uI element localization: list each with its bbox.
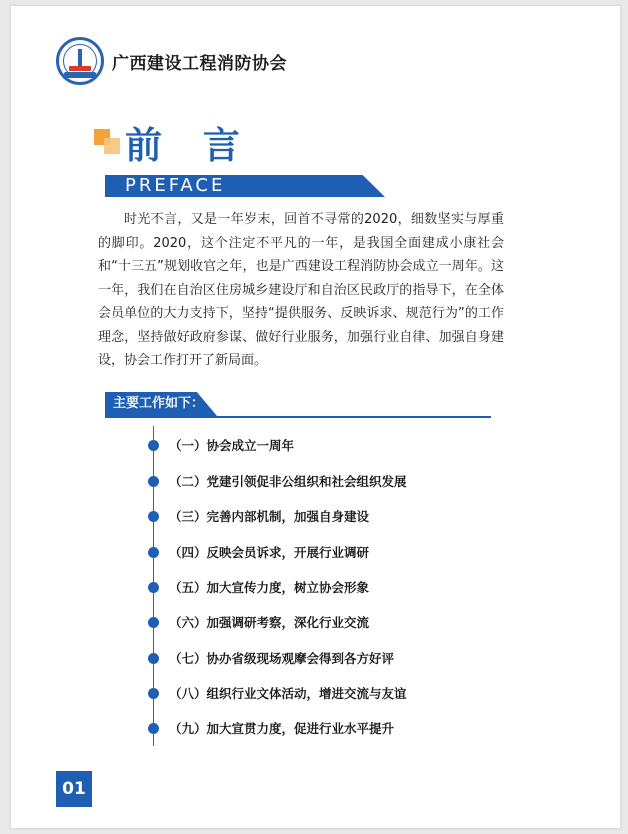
list-item bbox=[148, 612, 369, 632]
list-item-text: （五）加大宣传力度，树立协会形象 bbox=[169, 580, 370, 595]
decorative-square-light-orange bbox=[104, 138, 120, 154]
list-item-text: （八）组织行业文体活动，增进交流与友谊 bbox=[169, 686, 407, 701]
organization-name: 广西建设工程消防协会 bbox=[112, 53, 287, 74]
list-item-text: （七）协办省级现场观摩会得到各方好评 bbox=[169, 651, 395, 666]
list-item-text: （九）加大宣贯力度，促进行业水平提升 bbox=[169, 721, 395, 736]
page-title: 前 言 bbox=[125, 124, 254, 167]
section-label: 主要工作如下： bbox=[113, 396, 205, 411]
association-seal-logo bbox=[56, 37, 104, 85]
bullet-dot-icon bbox=[148, 511, 159, 522]
section-divider-line bbox=[105, 416, 491, 418]
page-number: 01 bbox=[56, 771, 92, 807]
list-item bbox=[148, 435, 294, 455]
list-item bbox=[148, 542, 369, 562]
bullet-dot-icon bbox=[148, 723, 159, 734]
bullet-dot-icon bbox=[148, 617, 159, 628]
list-item-text: （三）完善内部机制，加强自身建设 bbox=[169, 509, 370, 524]
list-item bbox=[148, 718, 394, 738]
list-item bbox=[148, 683, 407, 703]
preface-label: PREFACE bbox=[125, 175, 226, 196]
bullet-dot-icon bbox=[148, 440, 159, 451]
bullet-dot-icon bbox=[148, 547, 159, 558]
document-page bbox=[11, 6, 620, 828]
list-item-text: （四）反映会员诉求，开展行业调研 bbox=[169, 545, 370, 560]
section-heading bbox=[105, 392, 491, 418]
list-item bbox=[148, 648, 394, 668]
bullet-dot-icon bbox=[148, 688, 159, 699]
list-item bbox=[148, 471, 407, 491]
list-item bbox=[148, 577, 369, 597]
intro-paragraph: 时光不言，又是一年岁末，回首不寻常的2020，细数坚实与厚重的脚印。2020，这个注定不平凡的一年，是我国全面建成小康社会和“十三五”规划收官之年，也是广西建设工程消防协会成立一周年。这一年，我们在自治区住房城乡建设厅和自治区民政厅的指导下，在全体会员单位的大力支持下，坚持“提供服务、反映诉求、规范行为”的工作理念，坚持做好政府参谋、做好行业服务，加强行业自律、加强自身建设，协会工作打开了新局面。 bbox=[98, 212, 504, 368]
bullet-dot-icon bbox=[148, 653, 159, 664]
bullet-dot-icon bbox=[148, 582, 159, 593]
bullet-dot-icon bbox=[148, 476, 159, 487]
list-item-text: （一）协会成立一周年 bbox=[169, 438, 295, 453]
work-items-timeline bbox=[148, 426, 488, 746]
page-header bbox=[56, 35, 287, 87]
list-item bbox=[148, 506, 369, 526]
list-item-text: （二）党建引领促非公组织和社会组织发展 bbox=[169, 474, 407, 489]
list-item-text: （六）加强调研考察，深化行业交流 bbox=[169, 615, 370, 630]
